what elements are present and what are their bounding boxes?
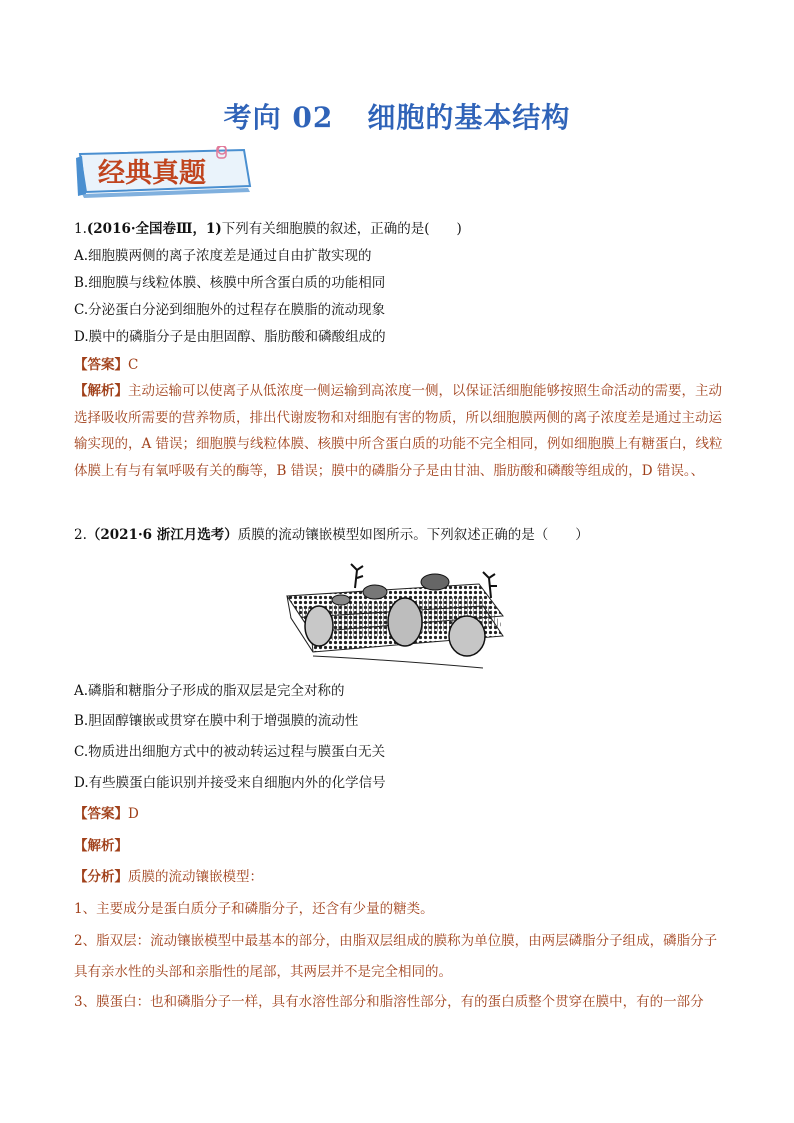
membrane-illustration <box>283 560 507 672</box>
q2-analysis-label: 【解析】 <box>74 838 128 854</box>
q2-answer-label: 【答案】 <box>74 806 128 822</box>
q1-source: (2016·全国卷Ⅲ，1) <box>86 221 222 237</box>
q1-answer <box>74 355 138 375</box>
q1-option-b: B.细胞膜与线粒体膜、核膜中所含蛋白质的功能相同 <box>74 275 386 291</box>
q1-stem-text: 下列有关细胞膜的叙述，正确的是( ) <box>221 221 462 237</box>
q1-analysis-label: 【解析】 <box>74 383 128 399</box>
q1-analysis-text: 主动运输可以使离子从低浓度一侧运输到高浓度一侧，以保证活细胞能够按照生命活动的需要，主动选择吸收所需要的营养物质，排出代谢废物和对细胞有害的物质，所以细胞膜两侧的离子浓度差是通过主动运输实现的，A 错误；细胞膜与线粒体膜、核膜中所含蛋白质的功能不完全相同，例如细胞膜上有糖蛋白，线粒体膜上有与有氧呼吸有关的酶等，B 错误；膜中的磷脂分子是由甘油、脂肪酸和磷酸等组成的，D 错误。、 <box>74 383 723 479</box>
q1-answer-value: C <box>128 357 139 373</box>
q2-point-1: 1、主要成分是蛋白质分子和磷脂分子，还含有少量的糖类。 <box>74 901 434 917</box>
q1-option-d: D.膜中的磷脂分子是由胆固醇、脂肪酸和磷酸组成的 <box>74 329 386 345</box>
q2-stem <box>74 525 589 545</box>
membrane-model-figure <box>283 560 507 672</box>
q2-option-d: D.有些膜蛋白能识别并接受来自细胞内外的化学信号 <box>74 775 386 791</box>
q2-fenxi-text: 质膜的流动镶嵌模型： <box>128 869 263 885</box>
q1-stem <box>74 219 462 239</box>
q2-fenxi <box>74 867 263 887</box>
section-number: 考向 02 <box>223 101 334 134</box>
q1-answer-label: 【答案】 <box>74 357 128 373</box>
section-title: 细胞的基本结构 <box>367 101 571 134</box>
q2-point-2: 2、脂双层：流动镶嵌模型中最基本的部分，由脂双层组成的膜称为单位膜，由两层磷脂分子组成，磷脂分子具有亲水性的头部和亲脂性的尾部，其两层并不是完全相同的。 <box>74 933 718 980</box>
q2-number: 2. <box>74 527 87 543</box>
section-banner <box>74 146 254 200</box>
banner-graphic <box>74 146 254 200</box>
q1-option-a: A.细胞膜两侧的离子浓度差是通过自由扩散实现的 <box>74 248 372 264</box>
q2-fenxi-label: 【分析】 <box>74 869 128 885</box>
q2-answer <box>74 804 139 824</box>
q2-point-3: 3、膜蛋白：也和磷脂分子一样，具有水溶性部分和脂溶性部分，有的蛋白质整个贯穿在膜中，有的一部分 <box>74 994 704 1010</box>
page-title <box>0 96 794 136</box>
q2-source: （2021·6 浙江月选考） <box>86 527 238 543</box>
banner-label: 经典真题 <box>98 158 206 189</box>
q2-option-a: A.磷脂和糖脂分子形成的脂双层是完全对称的 <box>74 683 345 699</box>
q2-answer-value: D <box>128 806 139 822</box>
q1-analysis <box>74 378 724 484</box>
q1-option-c: C.分泌蛋白分泌到细胞外的过程存在膜脂的流动现象 <box>74 302 386 318</box>
q2-stem-text: 质膜的流动镶嵌模型如图所示。下列叙述正确的是（ ） <box>237 527 589 543</box>
q1-number: 1. <box>74 221 87 237</box>
q2-option-b: B.胆固醇镶嵌或贯穿在膜中利于增强膜的流动性 <box>74 713 359 729</box>
q2-option-c: C.物质进出细胞方式中的被动转运过程与膜蛋白无关 <box>74 744 386 760</box>
